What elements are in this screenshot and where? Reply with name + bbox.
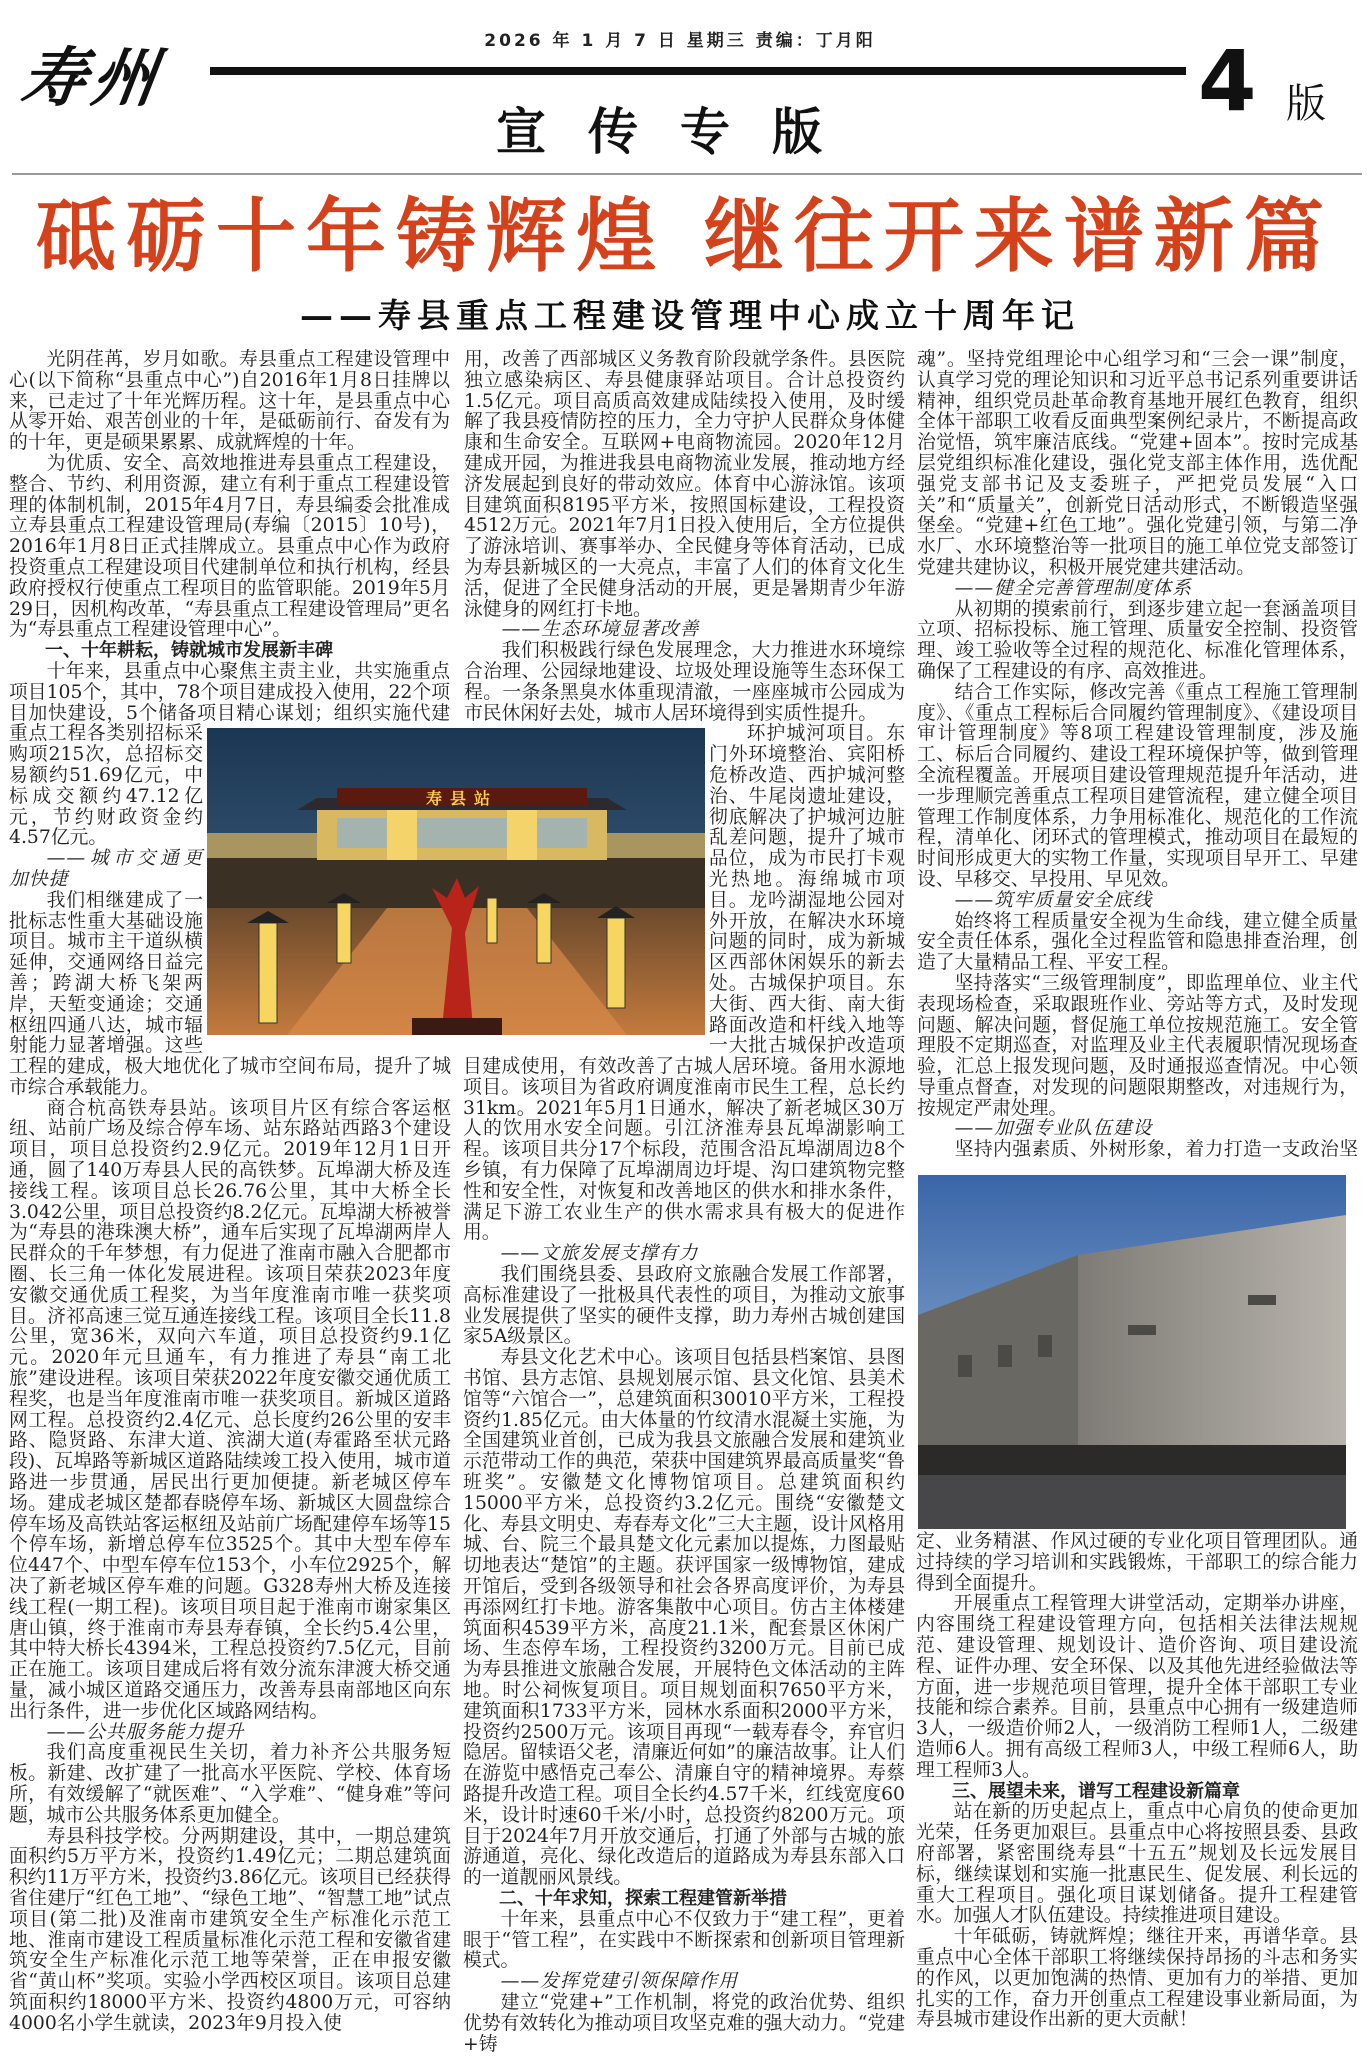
paragraph: 从初期的摸索前行，到逐步建立起一套涵盖项目立项、招标投标、施工管理、质量安全控制、投资管理、竣工验收等全过程的规范化、标准化管理体系，确保了工程建设的有序、高效推进。 (917, 598, 1358, 682)
article-column-1 (9, 350, 451, 2035)
paragraph: 站在新的历史起点上，重点中心肩负的使命更加光荣，任务更加艰巨。县重点中心将按照县委、县政府部署，紧密围绕寿县“十五五”规划及长远发展目标，继续谋划和实施一批惠民生、促发展、利长远的重大工程项目。强化项目谋划储备。提升工程建管水。加强人才队伍建设。持续推进项目建设。 (916, 1801, 1358, 1927)
masthead-rule (210, 67, 1186, 75)
paragraph: 我们积极践行绿色发展理念，大力推进水环境综合治理、公园绿地建设、垃圾处理设施等生态环保工程。一条条黑臭水体重现清澈，一座座城市公园成为市民休闲好去处，城市人居环境得到实质性提升。 (464, 640, 905, 724)
paragraph: 建立“党建+”工作机制，将党的政治优势、组织优势有效转化为推动项目攻坚克难的强大动力。“党建+铸 (463, 1991, 905, 2055)
section-heading: 一、十年耕耘，铸就城市发展新丰碑 (45, 640, 333, 662)
paragraph-continued: 魂”。坚持党组理论中心组学习和“三会一课”制度，认真学习党的理论知识和习近平总书记系列重要讲话精神，组织党员赴革命教育基地开展红色教育，组织全体干部职工收看反面典型案例纪录片，不断提高政治觉悟，筑牢廉洁底线。“党建+固本”。按时完成基层党组织标准化建设，强化党支部主体作用，选优配强党支部书记及支委班子，严把党员发展“入口关”和“质量关”，创新党日活动形式，不断锻造坚强堡垒。“党建+红色工地”。强化党建引领，与第二净水厂、水环境整治等一批项目的施工单位党支部签订党建共建协议，积极开展党建共建活动。 (917, 349, 1358, 578)
paragraph: 我们相继建成了一批标志性重大基础设施项目。城市主干道纵横延伸，交通网络日益完善；跨湖大桥飞架两岸，天堑变通途；交通枢纽四通八达，城市辐射能力显著增强。这些工程的建成，极大地优化了城市空间布局，提升了城市综合承载能力。 (9, 889, 451, 1098)
article-column-2 (463, 350, 905, 2055)
paragraph: 寿县文化艺术中心。该项目包括县档案馆、县图书馆、县方志馆、县规划展示馆、县文化馆、县美术馆等“六馆合一”，总建筑面积30010平方米，工程投资约1.85亿元。由大体量的竹纹清水混凝土实施，为全国建筑业首创，已成为我县文旅融合发展和建筑业示范带动工作的典范，荣获中国建筑界最高质量奖“鲁班奖”。安徽楚文化博物馆项目。总建筑面积约15000平方米，总投资约3.2亿元。围绕“安徽楚文化、寿县文明史、寿春寿文化”三大主题，设计风格用城、台、院三个最具楚文化元素加以提炼，力图最贴切地表达“楚馆”的主题。获评国家一级博物馆，建成开馆后，受到各级领导和社会各界高度评价，为寿县再添网红打卡地。游客集散中心项目。仿古主体楼建筑面积4539平方米，高度21.1米，配套景区休闲广场、生态停车场，工程投资约3200万元。目前已成为寿县推进文旅融合发展，开展特色文体活动的主阵地。时公祠恢复项目。项目规划面积7650平方米，建筑面积1733平方米，园林水系面积2000平方米，投资约2500万元。该项目再现“一载寿春令，弃官归隐居。留犊语父老，清廉近何如”的廉洁故事。让人们在游览中感悟克己奉公、清廉自守的精神境界。寿蔡路提升改造工程。项目全长约4.57千米，红线宽度60米，设计时速60千米/小时，总投资约8200万元。项目于2024年7月开放交通后，打通了外部与古城的旅游通道，亮化、绿化改造后的道路成为寿县东部入口的一道靓丽风景线。 (463, 1347, 905, 1889)
subtitle: ——寿县重点工程建设管理中心成立十周年记 (300, 296, 1080, 335)
paragraph: 十年砥砺，铸就辉煌；继往开来，再谱华章。县重点中心全体干部职工将继续保持昂扬的斗志和务实的作风，以更加饱满的热情、更加有力的举措、更加扎实的工作，奋力开创重点工程建设事业新局面，为寿县城市建设作出新的更大贡献！ (916, 1926, 1358, 2031)
subsection-heading: ——城市交通更加快捷 (9, 848, 203, 890)
paragraph: 开展重点工程管理大讲堂活动，定期举办讲座，内容围绕工程建设管理方向，包括相关法律法规规范、建设管理、规划设计、造价咨询、项目建设流程、证件办理、安全环保、以及其他先进经验做法等方面，进一步规范项目管理，提升全体干部职工专业技能和综合素养。目前，县重点中心拥有一级建造师3人，一级造价师2人，一级消防工程师1人，二级建造师6人。拥有高级工程师3人，中级工程师6人，助理工程师3人。 (916, 1593, 1358, 1781)
masthead-logo: 寿州 (16, 41, 168, 116)
paragraph-continued: 用，改善了西部城区义务教育阶段就学条件。县医院独立感染病区、寿县健康驿站项目。合计总投资约1.5亿元。项目高质高效建成陆续投入使用，及时缓解了我县疫情防控的压力，全力守护人民群众身体健康和生命安全。互联网+电商物流园。2020年12月建成开园，为推进我县电商物流业发展，推动地方经济发展起到良好的带动效应。体育中心游泳馆。该项目建筑面积8195平方米，按照国标建设，工程投资4512万元。2021年7月1日投入使用后，全方位提供了游泳培训、赛事举办、全民健身等体育活动，已成为寿县新城区的一大亮点，丰富了人们的体育文化生活，促进了全民健身活动的开展，更是暑期青少年游泳健身的网红打卡地。 (464, 349, 905, 620)
photo-culture-center (918, 1175, 1346, 1529)
paragraph: 坚持内强素质、外树形象，着力打造一支政治坚定、业务精湛、作风过硬的专业化项目管理团队。通过持续的学习培训和实践锻炼，干部职工的综合能力得到全面提升。 (916, 1139, 1358, 1594)
paragraph: 商合杭高铁寿县站。该项目片区有综合客运枢纽、站前广场及综合停车场、站东路站西路3个建设项目，项目总投资约2.9亿元。2019年12月1日开通，圆了140万寿县人民的高铁梦。瓦埠湖大桥及连接线工程。该项目总长26.76公里，其中大桥全长3.042公里，项目总投资约8.2亿元。瓦埠湖大桥被誉为“寿县的港珠澳大桥”，通车后实现了瓦埠湖两岸人民群众的千年梦想，有力促进了淮南市融入合肥都市圈、长三角一体化发展进程。该项目荣获2023年度安徽交通优质工程奖，为当年度淮南市唯一获奖项目。济祁高速三觉互通连接线工程。该项目全长11.8公里，宽36米，双向六车道，项目总投资约9.1亿元。2020年元旦通车，有力推进了寿县“南工北旅”建设进程。该项目荣获2022年度安徽交通优质工程奖，也是当年度淮南市唯一获奖项目。新城区道路网工程。总投资约2.4亿元、总长度约26公里的安丰路、隐贤路、东津大道、滨湖大道(寿霍路至状元路段)、瓦埠路等新城区道路陆续竣工投入使用，城市道路进一步贯通，居民出行更加便捷。新老城区停车场。建成老城区楚都春晓停车场、新城区大圆盘综合停车场及高铁站客运枢纽及站前广场配建停车场等15个停车场，新增总停车位3525个。其中大型车停车位447个、中型车停车位153个，小车位2925个，解决了新老城区停车难的问题。G328寿州大桥及连接线工程(一期工程)。该项目项目起于淮南市谢家集区唐山镇，终于淮南市寿县寿春镇，全长约5.4公里，其中特大桥长4394米，工程总投资约7.5亿元，目前正在施工。该项目建成后将有效分流东津渡大桥交通量，减小城区道路交通压力，改善寿县南部地区向东出行条件，进一步优化区域路网结构。 (9, 1097, 451, 1722)
subsection-heading: ——文旅发展支撑有力 (500, 1243, 699, 1265)
subsection-heading: ——加强专业队伍建设 (954, 1118, 1153, 1140)
paragraph: 寿县科技学校。分两期建设，其中，一期总建筑面积约5万平方米，投资约1.49亿元；二期总建筑面积约11万平方米，投资约3.86亿元。该项目已经获得省住建厅“红色工地”、“绿色工地”、“智慧工地”试点项目(第二批)及淮南市建筑安全生产标准化示范工地、淮南市建设工程质量标准化示范工程和安徽省建筑安全生产标准化示范工地等荣誉，正在申报安徽省“黄山杯”奖项。实验小学西校区项目。该项目总建筑面积约18000平方米、投资约4800万元，可容纳4000名小学生就读，2023年9月投入使 (9, 1825, 451, 2034)
section-heading: 三、展望未来，谱写工程建设新篇章 (952, 1780, 1240, 1802)
paragraph: 环护城河项目。东门外环境整治、宾阳桥危桥改造、西护城河整治、牛尾岗遗址建设，彻底解决了护城河边脏乱差问题，提升了城市品位，成为市民打卡观光热地。海绵城市项目。龙吟湖湿地公园对外开放，在解决水环境问题的同时，成为新城区西部休闲娱乐的新去处。古城保护项目。东大街、西大街、南大街路面改造和杆线入地等一大批古城保护改造项目建成使用，有效改善了古城人居环境。备用水源地项目。该项目为省政府调度淮南市民生工程，总长约31km。2021年5月1日通水，解决了新老城区30万人的饮用水安全问题。引江济淮寿县瓦埠湖影响工程。该项目共分17个标段，范围含沿瓦埠湖周边8个乡镇，有力保障了瓦埠湖周边圩堤、沟口建筑物完整性和安全性，对恢复和改善地区的供水和排水条件，满足下游工农业生产的供水需求具有极大的促进作用。 (463, 723, 905, 1244)
station-sign: 寿县站 (425, 789, 499, 808)
paragraph: 始终将工程质量安全视为生命线，建立健全质量安全责任体系，强化全过程监管和隐患排查治理，创造了大量精品工程、平安工程。 (917, 910, 1358, 974)
paragraph: 结合工作实际，修改完善《重点工程施工管理制度》、《重点工程标后合同履约管理制度》、《建设项目审计管理制度》等8项工程建设管理制度，涉及施工、标后合同履约、建设工程环境保护等，做到管理全流程覆盖。开展项目建设管理规范提升年活动，进一步理顺完善重点工程项目建管流程，建立健全项目管理工作制度体系，力争用标准化、规范化的工作流程，清单化、闭环式的管理模式，推动项目在最短的时间形成更大的实物工作量，实现项目早开工、早建设、早移交、早投用、早见效。 (917, 681, 1358, 890)
paragraph: 十年来，县重点中心不仅致力于“建工程”，更着眼于“管工程”，在实践中不断探索和创新项目管理新模式。 (463, 1908, 905, 1972)
section-heading: 二、十年求知，探索工程建管新举措 (499, 1887, 787, 1909)
subsection-heading: ——发挥党建引领保障作用 (500, 1971, 738, 1993)
headline: 砥砺十年铸辉煌 继往开来谱新篇 (36, 189, 1334, 283)
page-unit: 版 (1286, 81, 1326, 127)
paragraph: 我们高度重视民生关切，着力补齐公共服务短板。新建、改扩建了一批高水平医院、学校、体育场所，有效缓解了“就医难”、“入学难”、“健身难”等问题，城市公共服务体系更加健全。 (9, 1742, 451, 1826)
subsection-heading: ——公共服务能力提升 (46, 1721, 245, 1743)
paragraph: 我们围绕县委、县政府文旅融合发展工作部署，高标准建设了一批极具代表性的项目，为推动文旅事业发展提供了坚实的硬件支撑，助力寿州古城创建国家5A级景区。 (463, 1264, 905, 1348)
paragraph: 光阴荏苒，岁月如歌。寿县重点工程建设管理中心(以下简称“县重点中心”)自2016年1月8日挂牌以来，已走过了十年光辉历程。这十年，是县重点中心从零开始、艰苦创业的十年，是砥砺前行、奋发有为的十年，更是硕果累累、成就辉煌的十年。 (9, 349, 450, 454)
paragraph: 十年来，县重点中心聚焦主责主业，共实施重点项目105个，其中，78个项目建成投入使用，22个项目加快建设，5个储备项目精心谋划；组织实施代建重点工程各类别招标采购项215次，总招标交易额约51.69亿元，中标成交额约47.12亿元，节约财政资金约4.57亿元。 (9, 660, 450, 849)
section-title: 宣传专版 (496, 102, 864, 161)
dateline: 2026 年 1 月 7 日 星期三 责编：丁月阳 (484, 31, 876, 51)
subsection-heading: ——健全完善管理制度体系 (954, 577, 1192, 599)
divider (12, 173, 1362, 175)
page-number: 4 (1198, 32, 1257, 130)
subsection-heading: ——筑牢质量安全底线 (954, 889, 1153, 911)
subsection-heading: ——生态环境显著改善 (501, 619, 700, 641)
photo-shouxian-station (207, 728, 705, 1035)
paragraph: 坚持落实“三级管理制度”，即监理单位、业主代表现场检查，采取跟班作业、旁站等方式，及时发现问题、解决问题，督促施工单位按规范施工。安全管理股不定期巡查，对监理及业主代表履职情况现场查验，汇总上报发现问题，及时通报巡查情况。中心领导重点督查，对发现的问题限期整改，对违规行为，按规定严肃处理。 (917, 972, 1358, 1119)
paragraph: 为优质、安全、高效地推进寿县重点工程建设，整合、节约、利用资源，建立有利于重点工程建设管理的体制机制，2015年4月7日，寿县编委会批准成立寿县重点工程建设管理局(寿编〔2015〕10号)，2016年1月8日正式挂牌成立。县重点中心作为政府投资重点工程建设项目代建制单位和执行机构，经县政府授权行使重点工程项目的监管职能。2019年5月29日，因机构改革，“寿县重点工程建设管理局”更名为“寿县重点工程建设管理中心”。 (9, 452, 450, 641)
